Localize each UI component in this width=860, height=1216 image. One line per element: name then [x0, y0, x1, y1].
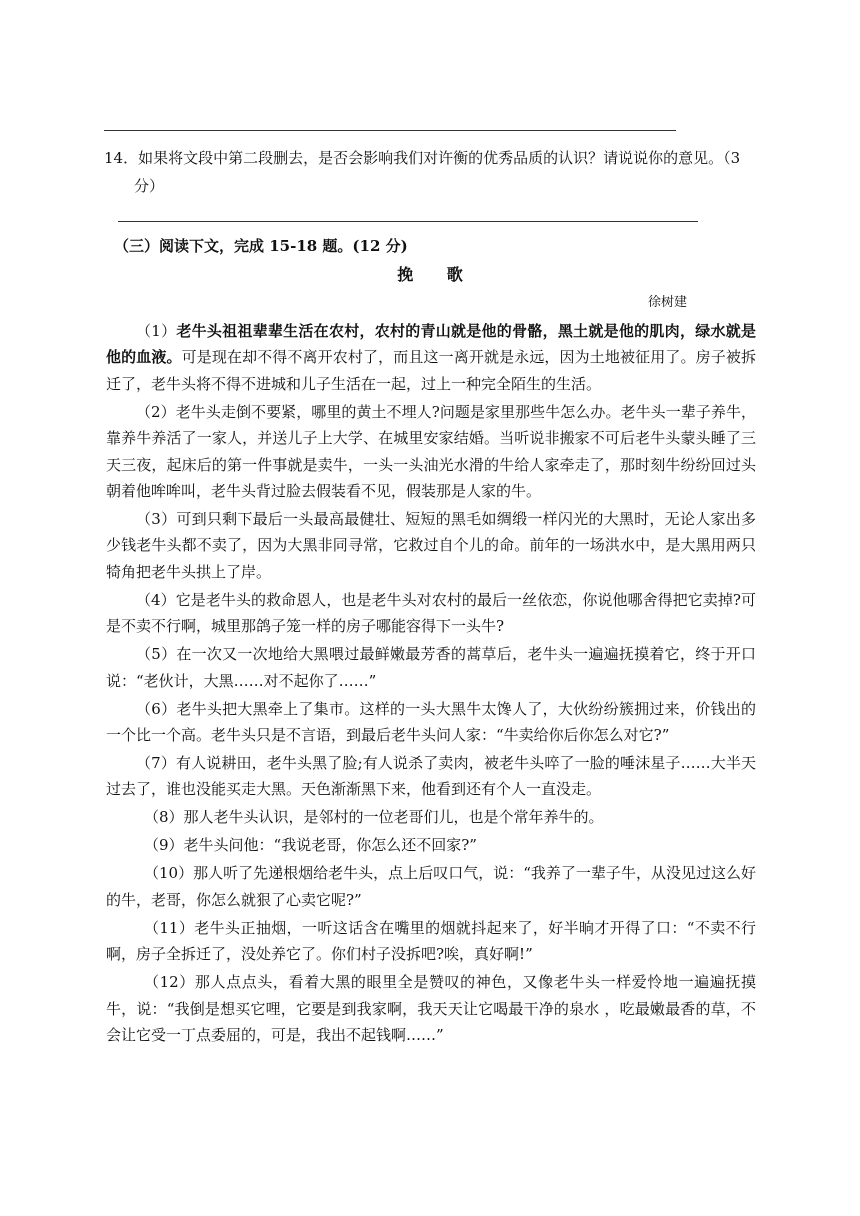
paragraph-text: 有人说耕田，老牛头黑了脸;有人说杀了卖肉，被老牛头啐了一脸的唾沫星子……大半天过去了，谁也没能买走大黑。天色渐渐黑下来，他看到还有个人一直没走。 [106, 754, 756, 799]
paragraph-text: 可是现在却不得不离开农村了，而且这一离开就是永远，因为土地被征用了。房子被拆迁了，老牛头将不得不进城和儿子生活在一起，过上一种完全陌生的生活。 [106, 348, 756, 393]
paragraph-number: （5） [136, 645, 177, 664]
question-14 [104, 144, 764, 200]
paragraph-text: 那人老牛头认识，是邻村的一位老哥们儿，也是个常年养牛的。 [183, 808, 604, 827]
paragraph [106, 804, 756, 830]
paragraph-number: （7） [136, 754, 176, 773]
question-14-line2: 分） [134, 177, 165, 195]
paragraph [106, 399, 756, 505]
section-heading: （三）阅读下文，完成 15-18 题。(12 分) [114, 237, 408, 255]
answer-line [104, 130, 676, 131]
article-body [106, 318, 756, 1050]
question-14-line1: 14．如果将文段中第二段删去，是否会影响我们对许衡的优秀品质的认识？请说说你的意见。（3 [104, 149, 741, 167]
paragraph-text: 老牛头走倒不要紧，哪里的黄土不埋人?问题是家里那些牛怎么办。老牛头一辈子养牛，靠养牛养活了一家人，并送儿子上大学、在城里安家结婚。当听说非搬家不可后老牛头蒙头睡了三天三夜，起床后的第一件事就是卖牛，一头一头油光水滑的牛给人家牵走了，那时刻牛纷纷回过头朝着他哞哞叫，老牛头背过脸去假装看不见，假装那是人家的牛。 [106, 402, 757, 501]
paragraph [106, 506, 756, 585]
paragraph-text: 它是老牛头的救命恩人，也是老牛头对农村的最后一丝依恋，你说他哪舍得把它卖掉?可是不卖不行啊，城里那鸽子笼一样的房子哪能容得下一头牛? [106, 590, 757, 636]
paragraph-number: （8） [144, 808, 184, 827]
paragraph-number: （1） [136, 322, 177, 340]
paragraph-text: 可到只剩下最后一头最高最健壮、短短的黑毛如绸缎一样闪光的大黑时，无论人家出多少钱老牛头都不卖了，因为大黑非同寻常，它救过自个儿的命。前年的一场洪水中，是大黑用两只犄角把老牛头拱上了岸。 [106, 510, 756, 581]
paragraph [106, 860, 756, 913]
paragraph-text: 那人听了先递根烟给老牛头，点上后叹口气，说：“我养了一辈子牛，从没见过这么好的牛，老哥，你怎么就狠了心卖它呢?” [106, 864, 756, 909]
paragraph [106, 969, 756, 1048]
paragraph-number: （4） [136, 590, 176, 609]
paragraph-number: （10） [144, 864, 194, 883]
paragraph [106, 915, 756, 968]
paragraph-text: 那人点点头，看着大黑的眼里全是赞叹的神色，又像老牛头一样爱怜地一遍遍抚摸牛，说：“我倒是想买它哩，它要是到我家啊，我天天让它喝最干净的泉水 ，吃最嫩最香的草，不会让它受一丁点委屈的，可是，我出不起钱啊……” [106, 973, 756, 1045]
paragraph-text: 在一次又一次地给大黑喂过最鲜嫩最芳香的蒿草后，老牛头一遍遍抚摸着它，终于开口说：“老伙计，大黑……对不起你了……” [106, 645, 756, 690]
paragraph [106, 696, 756, 749]
paragraph [106, 750, 756, 803]
paragraph-number: （12） [144, 973, 195, 992]
paragraph [106, 318, 756, 397]
paragraph-number: （2） [136, 402, 176, 421]
paragraph-text: 老牛头把大黑牵上了集市。这样的一头大黑牛太馋人了，大伙纷纷簇拥过来，价钱出的一个比一个高。老牛头只是不言语，到最后老牛头问人家：“牛卖给你后你怎么对它?” [106, 699, 756, 745]
answer-line [118, 221, 698, 222]
paragraph-bold-text: 老牛头祖祖辈辈生活在农村，农村的青山就是他的骨骼，黑土就是他的肌肉，绿水就是他的血液。 [106, 322, 756, 367]
paragraph-number: （11） [144, 918, 195, 937]
paragraph [106, 587, 756, 640]
paragraph [106, 641, 756, 694]
article-author: 徐树建 [648, 295, 688, 310]
paragraph-number: （9） [144, 836, 184, 855]
paragraph [106, 832, 756, 858]
paragraph-text: 老牛头正抽烟，一听这话含在嘴里的烟就抖起来了，好半晌才开得了口：“不卖不行啊，房子全拆迁了，没处养它了。你们村子没拆吧?唉，真好啊!” [106, 918, 756, 964]
paragraph-number: （6） [136, 699, 177, 718]
paragraph-text: 老牛头问他：“我说老哥，你怎么还不回家?” [183, 836, 477, 855]
paragraph-number: （3） [136, 510, 177, 529]
article-title: 挽 歌 [397, 265, 477, 284]
